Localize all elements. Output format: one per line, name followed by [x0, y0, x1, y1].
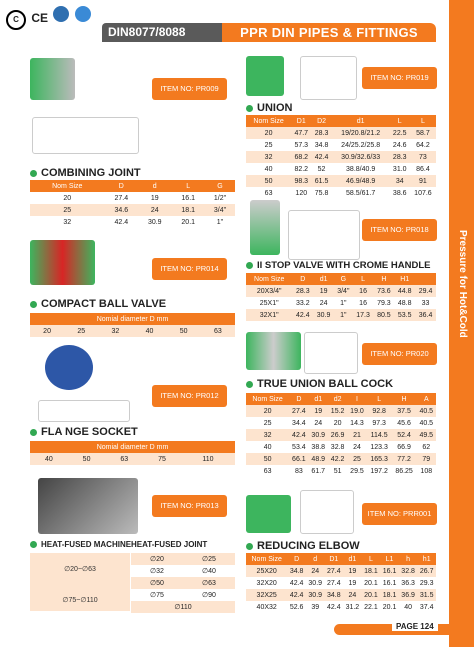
certification-logos: [6, 6, 91, 30]
union-image: [246, 56, 284, 96]
item-pr012: ITEM NO: PR012: [152, 385, 227, 407]
ball-cock-image: [246, 332, 301, 370]
ccc-icon: C: [6, 10, 26, 30]
item-pr013: ITEM NO: PR013: [152, 495, 227, 517]
stop-valve-diagram: [288, 210, 360, 260]
heading-union: UNION: [246, 102, 292, 114]
heading-stop-valve: II STOP VALVE WITH CROME HANDLE: [246, 260, 430, 271]
ce-icon: CE: [31, 11, 49, 25]
union-diagram: [300, 56, 357, 100]
stop-valve-table: Nom Size D d1 G L H H1 20X3/4" 28.3 19 3/4" 16 73.6 44.8 29.4 25X1" 33.2 24 1" 16 79.3 48.8 33 32X1" 42.4 30.9 1" 17.3 80.5 53.5 36.4: [246, 273, 436, 321]
reducing-elbow-diagram: [300, 490, 354, 534]
bullet-icon: [30, 301, 37, 308]
bullet-icon: [30, 170, 37, 177]
item-pr014: ITEM NO: PR014: [152, 258, 227, 280]
heat-machine-size-1: ∅20~∅63: [64, 566, 96, 573]
heading-combining-joint: COMBINING JOINT: [30, 167, 141, 179]
bullet-icon: [246, 543, 253, 550]
reducing-elbow-table: Nom Size D d D1 d1 L L1 h h1 25X20 34.8 24 27.4 19 18.1 16.1 32.8 26.7 32X20 42.4 30.9 27.4 19 20.1 16.1 36.3 29.3 32X25 42.4 30.9 34.8 24 20.1 18.1 36.9 31.5 40X32 52.6 39 42.4 31.2 22.1 20.1 40 37.4: [246, 553, 436, 613]
bullet-icon: [30, 541, 37, 548]
reducing-elbow-image: [246, 495, 291, 533]
quality-icon: [75, 6, 91, 22]
flange-table: Nomial diameter D mm 40 50 63 75 110: [30, 441, 235, 465]
item-prr001: ITEM NO: PRR001: [362, 503, 437, 525]
ball-valve-image: [30, 240, 95, 285]
heat-machine-size-2: ∅75~∅110: [62, 597, 98, 604]
flange-image: [45, 345, 93, 390]
bullet-icon: [246, 381, 253, 388]
ball-cock-diagram: [304, 332, 358, 374]
bullet-icon: [246, 262, 253, 269]
bullet-icon: [246, 105, 253, 112]
heading-reducing-elbow: REDUCING ELBOW: [246, 540, 360, 552]
heading-flange-socket: FLA NGE SOCKET: [30, 426, 138, 438]
combining-joint-image: [30, 58, 75, 100]
combining-joint-diagram: [32, 117, 139, 154]
side-text: Pressure for Hot&Cold: [457, 230, 468, 338]
union-table: Nom Size D1 D2 d1 L L 20 47.7 28.3 19/20.8/21.2 22.5 58.7 25 57.3 34.8 24/25.2/25.8 24.6 64.2 32 68.2 42.4 30.9/32.6/33 28.3 73 40 82.2 52 38.8/40.9 31.0 86.4 50 98.3 61.5 46.9/48.9 34 91 63 120 75.8 58.5/61.7 38.6 107.6: [246, 115, 436, 199]
item-pr020: ITEM NO: PR020: [362, 343, 437, 365]
page-number: PAGE 124: [392, 622, 438, 631]
stop-valve-image: [250, 200, 280, 255]
heat-joint-table: ∅20 ∅25 ∅32 ∅40 ∅50 ∅63 ∅75 ∅90 ∅110: [131, 553, 235, 613]
heading-ball-valve: COMPACT BALL VALVE: [30, 298, 166, 310]
heading-heat-joint: HEAT-FUSED JOINT: [131, 540, 208, 549]
ball-cock-table: Nom Size D d1 d2 I L H A 20 27.4 19 15.2 19.0 92.8 37.5 40.5 25 34.4 24 20 14.3 97.3 45.6 40.5 32 42.4 30.9 26.9 21 114.5 52.4 49.5 40 53.4 38.8 32.8 24 123.3 66.9 62 50 66.1 48.9 42.2 25 165.3 77.2 79 63 83 61.7 51 29.5 197.2 86.25 108: [246, 393, 436, 477]
heading-heat-machine: HEAT-FUSED MACHINE: [30, 540, 131, 549]
ball-valve-table: Nomial diameter D mm 20 25 32 40 50 63: [30, 313, 235, 337]
standard-label: DIN8077/8088: [102, 23, 222, 42]
heat-machine-image: [38, 478, 138, 534]
combining-table: Nom Size D d L G 20 27.4 19 16.1 1/2" 25 34.6 24 18.1 3/4" 32 42.4 30.9 20.1 1": [30, 180, 235, 228]
item-pr019: ITEM NO: PR019: [362, 67, 437, 89]
item-pr018: ITEM NO: PR018: [362, 219, 437, 241]
bullet-icon: [30, 429, 37, 436]
item-pr009: ITEM NO: PR009: [152, 78, 227, 100]
heading-ball-cock: TRUE UNION BALL COCK: [246, 378, 393, 390]
flange-diagram: [38, 400, 130, 422]
page-title: PPR DIN PIPES & FITTINGS: [240, 25, 418, 40]
iso-icon: [53, 6, 69, 22]
